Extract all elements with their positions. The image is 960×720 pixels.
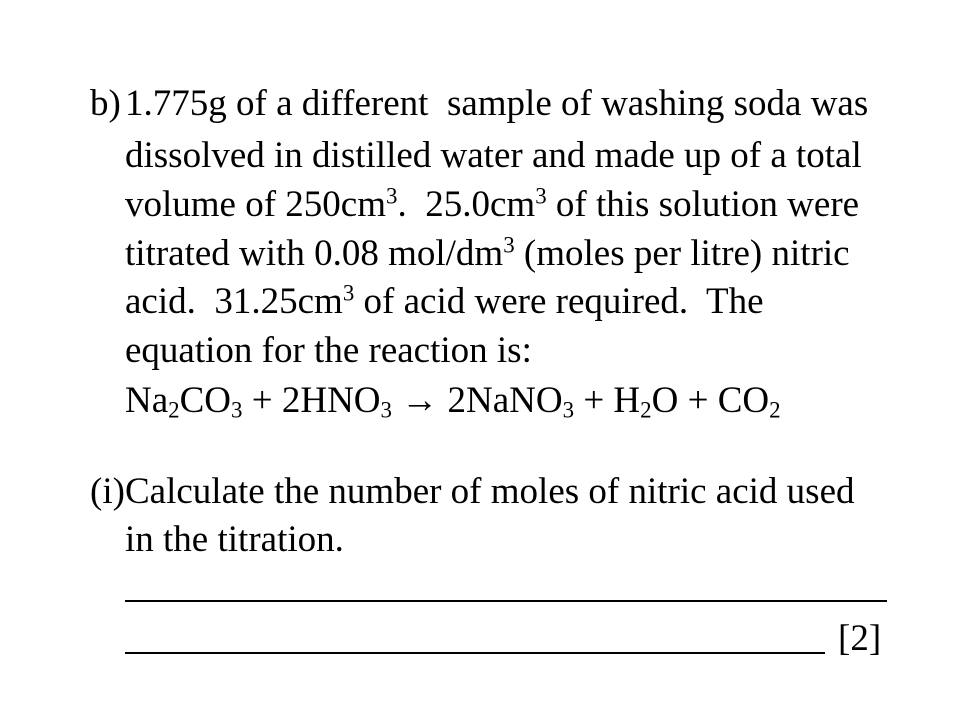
part-i-line-1: Calculate the number of moles of nitric acid used bbox=[125, 471, 855, 512]
part-b-line-1: 1.775g of a different sample of washing soda was bbox=[125, 83, 869, 124]
marks-label: [2] bbox=[838, 618, 882, 659]
answer-line-2[interactable] bbox=[125, 652, 825, 654]
part-i-marker: (i) bbox=[90, 471, 125, 512]
part-b-line-2: dissolved in distilled water and made up of a total bbox=[125, 135, 862, 176]
answer-line-1[interactable] bbox=[125, 600, 887, 602]
chemical-equation: $Na_2CO_3 + 2HNO_3$ → 2NaNO$_3$ + $H_2O + CO_2$ bbox=[125, 380, 781, 423]
part-b-line-5: acid. $31.25cm^3$ of acid were required. The bbox=[125, 280, 764, 322]
part-b-line-4: titrated with 0.08 mol/$dm^3$ (moles per litre) nitric bbox=[125, 232, 850, 274]
part-i-line-2: in the titration. bbox=[125, 519, 344, 560]
part-b-marker: b) bbox=[90, 83, 121, 124]
part-b-line-3: volume of $250cm^3$. $25.0cm^3$ of this solution were bbox=[125, 183, 860, 225]
part-b-line-6: equation for the reaction is: bbox=[125, 330, 532, 371]
